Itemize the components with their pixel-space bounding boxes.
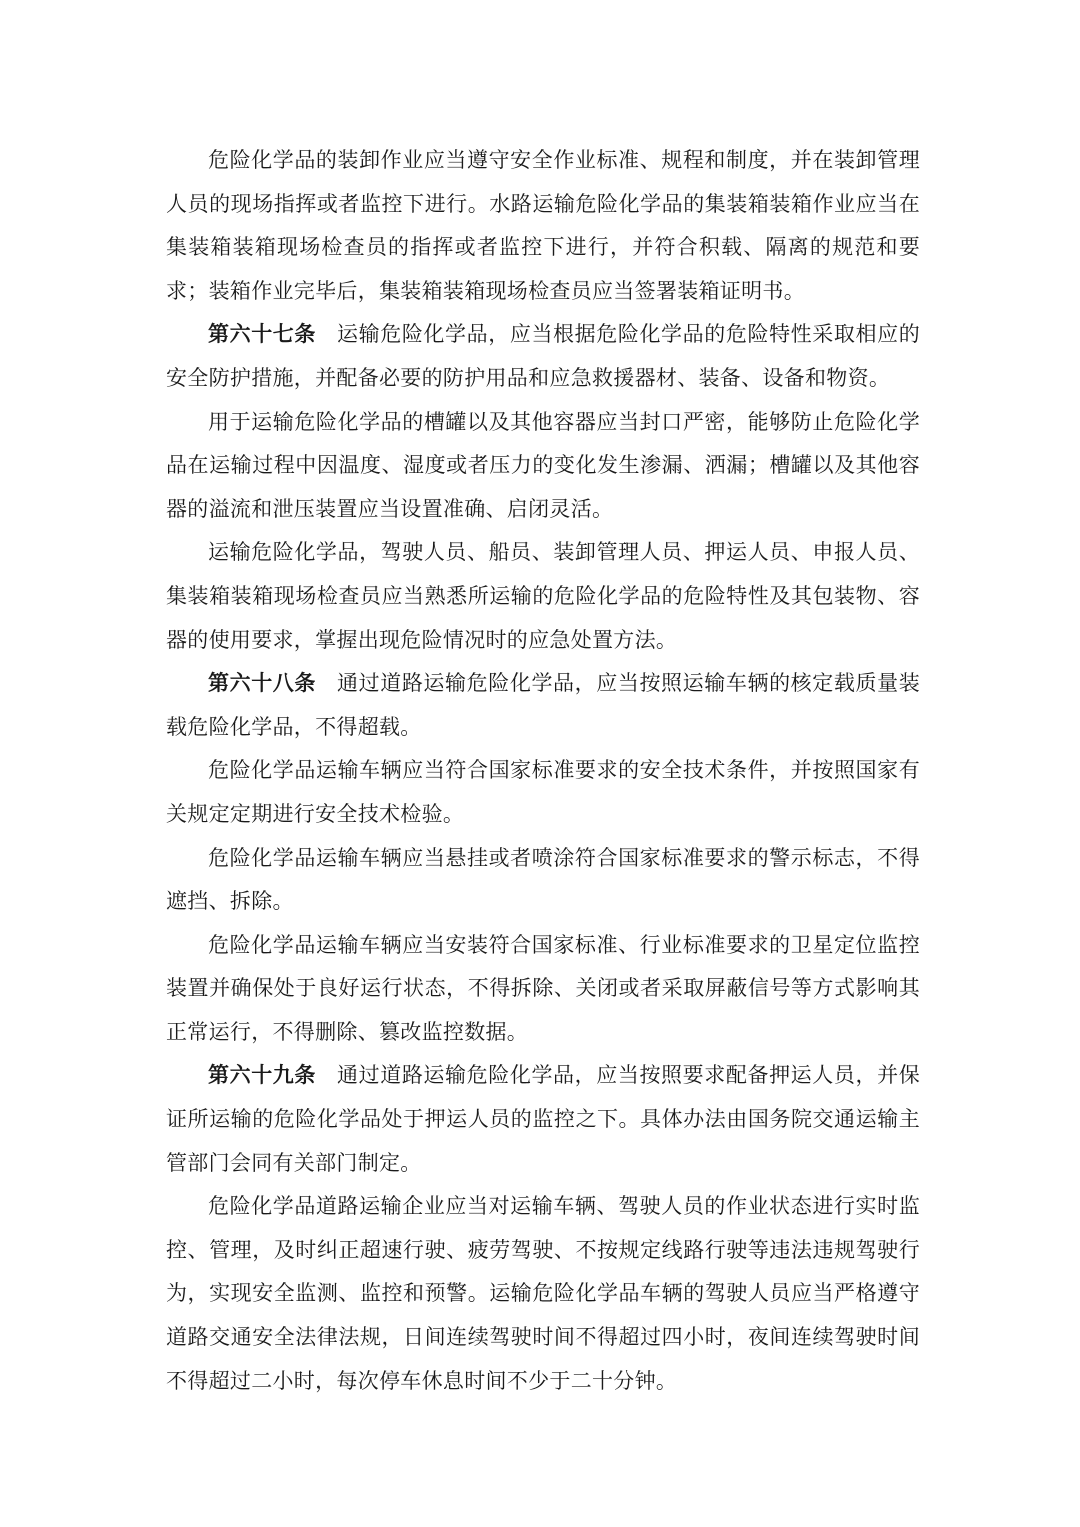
paragraph: [166, 139, 920, 313]
paragraph-text: 运输危险化学品，驾驶人员、船员、装卸管理人员、押运人员、申报人员、集装箱装箱现场检查员应当熟悉所运输的危险化学品的危险特性及其包装物、容器的使用要求，掌握出现危险情况时的应急处置方法。: [166, 540, 920, 652]
paragraph-text: 危险化学品运输车辆应当符合国家标准要求的安全技术条件，并按照国家有关规定定期进行安全技术检验。: [166, 758, 920, 826]
article-number: 第六十七条: [208, 322, 317, 347]
paragraph-text: 危险化学品道路运输企业应当对运输车辆、驾驶人员的作业状态进行实时监控、管理，及时纠正超速行驶、疲劳驾驶、不按规定线路行驶等违法违规驾驶行为，实现安全监测、监控和预警。运输危险化学品车辆的驾驶人员应当严格遵守道路交通安全法律法规，日间连续驾驶时间不得超过四小时，夜间连续驾驶时间不得超过二小时，每次停车休息时间不少于二十分钟。: [166, 1194, 920, 1393]
paragraph-text: 危险化学品运输车辆应当悬挂或者喷涂符合国家标准要求的警示标志，不得遮挡、拆除。: [166, 845, 920, 914]
paragraph: [166, 401, 920, 532]
paragraph-text: 运输危险化学品，应当根据危险化学品的危险特性采取相应的安全防护措施，并配备必要的防护用品和应急救援器材、装备、设备和物资。: [166, 322, 920, 390]
paragraph-text: 危险化学品的装卸作业应当遵守安全作业标准、规程和制度，并在装卸管理人员的现场指挥或者监控下进行。水路运输危险化学品的集装箱装箱作业应当在集装箱装箱现场检查员的指挥或者监控下进行，并符合积载、隔离的规范和要求；装箱作业完毕后，集装箱装箱现场检查员应当签署装箱证明书。: [166, 148, 920, 303]
paragraph: [166, 1185, 920, 1403]
paragraph: [166, 313, 920, 400]
paragraph: [166, 749, 920, 836]
paragraph: [166, 662, 920, 749]
paragraph: [166, 1054, 920, 1185]
paragraph-text: 通过道路运输危险化学品，应当按照运输车辆的核定载质量装载危险化学品，不得超载。: [166, 671, 920, 739]
paragraph-text: 通过道路运输危险化学品，应当按照要求配备押运人员，并保证所运输的危险化学品处于押运人员的监控之下。具体办法由国务院交通运输主管部门会同有关部门制定。: [166, 1063, 920, 1175]
paragraph: [166, 924, 920, 1055]
paragraph: [166, 531, 920, 662]
article-number: 第六十九条: [208, 1063, 317, 1088]
paragraph: [166, 837, 920, 924]
paragraph-text: 用于运输危险化学品的槽罐以及其他容器应当封口严密，能够防止危险化学品在运输过程中因温度、湿度或者压力的变化发生渗漏、洒漏；槽罐以及其他容器的溢流和泄压装置应当设置准确、启闭灵活。: [166, 409, 920, 521]
article-number: 第六十八条: [208, 671, 317, 696]
paragraph-text: 危险化学品运输车辆应当安装符合国家标准、行业标准要求的卫星定位监控装置并确保处于良好运行状态，不得拆除、关闭或者采取屏蔽信号等方式影响其正常运行，不得删除、篡改监控数据。: [166, 932, 920, 1044]
